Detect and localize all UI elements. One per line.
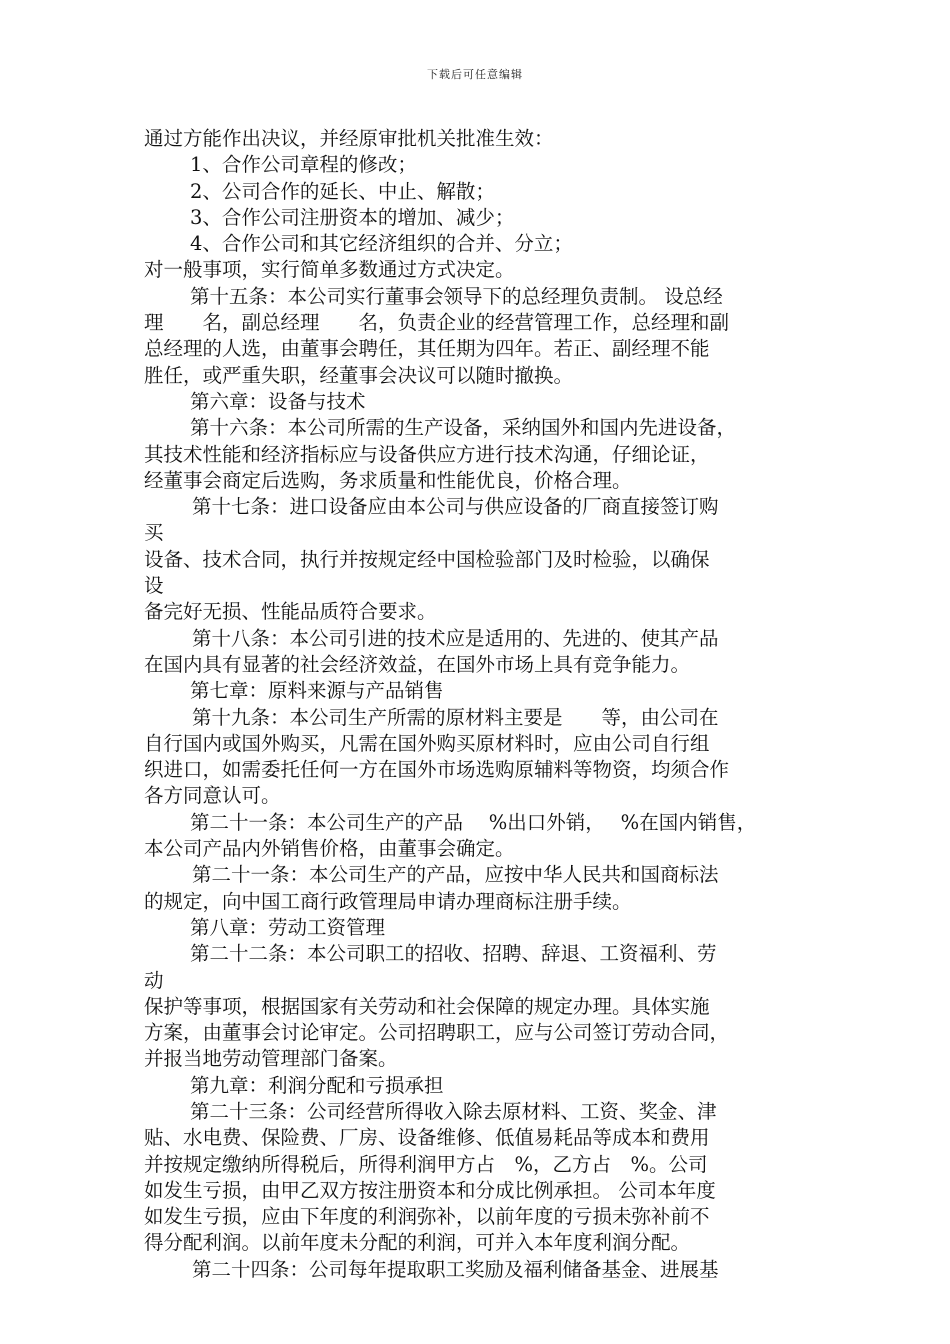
text-line: 第十六条：本公司所需的生产设备，采纳国外和国内先进设备， [190, 416, 737, 440]
text-line: 第二十一条：本公司生产的产品，应按中华人民共和国商标法 [192, 863, 719, 887]
text-line: 并报当地劳动管理部门备案。 [144, 1047, 398, 1071]
text-line: 第八章：劳动工资管理 [190, 915, 386, 939]
text-line: 自行国内或国外购买，凡需在国外购买原材料时，应由公司自行组 [144, 731, 710, 755]
text-line: 其技术性能和经济指标应与设备供应方进行技术沟通，仔细论证， [144, 442, 710, 466]
text-line: 第六章：设备与技术 [190, 389, 366, 413]
text-line: 通过方能作出决议，并经原审批机关批准生效： [144, 127, 554, 150]
text-line: 3、合作公司注册资本的增加、减少； [190, 205, 515, 229]
text-line: 胜任，或严重失职，经董事会决议可以随时撤换。 [144, 363, 574, 387]
text-line: 贴、水电费、保险费、厂房、设备维修、低值易耗品等成本和费用 [144, 1126, 710, 1150]
text-line: 保护等事项，根据国家有关劳动和社会保障的规定办理。具体实施 [144, 994, 710, 1018]
text-line: 第九章：利润分配和亏损承担 [190, 1073, 444, 1097]
document-body [144, 126, 824, 1283]
text-line: 第二十三条：公司经营所得收入除去原材料、工资、奖金、津 [190, 1099, 717, 1123]
text-line: 在国内具有显著的社会经济效益，在国外市场上具有竞争能力。 [144, 652, 691, 676]
text-line: 4、合作公司和其它经济组织的合并、分立； [190, 232, 573, 256]
text-line: 经董事会商定后选购，务求质量和性能优良，价格合理。 [144, 468, 632, 492]
text-line: 第十八条：本公司引进的技术应是适用的、先进的、使其产品 [192, 626, 719, 650]
text-line: 第二十四条：公司每年提取职工奖励及福利储备基金、进展基 [192, 1257, 719, 1281]
text-line: 买 [144, 521, 164, 545]
text-line: 1、合作公司章程的修改； [190, 153, 417, 177]
text-line: 各方同意认可。 [144, 784, 281, 808]
text-line: 总经理的人选，由董事会聘任，其任期为四年。若正、副经理不能 [144, 337, 710, 361]
text-line: 如发生亏损，应由下年度的利润弥补，以前年度的亏损未弥补前不 [144, 1205, 710, 1229]
text-line: 备完好无损、性能品质符合要求。 [144, 600, 437, 624]
text-line: 2、公司合作的延长、中止、解散； [190, 179, 495, 203]
page-header: 下载后可任意编辑 [427, 68, 523, 81]
text-line: 并按规定缴纳所得税后，所得利润甲方占 %，乙方占 %。公司 [144, 1152, 708, 1176]
text-line: 织进口，如需委托任何一方在国外市场选购原辅料等物资，均须合作 [144, 758, 730, 782]
text-line: 本公司产品内外销售价格，由董事会确定。 [144, 837, 515, 861]
text-line: 对一般事项，实行简单多数通过方式决定。 [144, 258, 515, 282]
text-line: 设备、技术合同，执行并按规定经中国检验部门及时检验，以确保 [144, 547, 710, 571]
text-line: 第十九条：本公司生产所需的原材料主要是 等，由公司在 [192, 705, 719, 729]
text-line: 如发生亏损，由甲乙双方按注册资本和分成比例承担。 公司本年度 [144, 1178, 716, 1202]
text-line: 第二十二条：本公司职工的招收、招聘、辞退、工资福利、劳 [190, 942, 717, 966]
text-line: 第十五条：本公司实行董事会领导下的总经理负责制。 设总经 [190, 284, 723, 308]
text-line: 设 [144, 574, 164, 598]
text-line: 第二十一条：本公司生产的产品 %出口外销， %在国内销售， [190, 810, 757, 834]
text-line: 的规定，向中国工商行政管理局申请办理商标注册手续。 [144, 889, 632, 913]
text-line: 理 名，副总经理 名，负责企业的经营管理工作，总经理和副 [144, 311, 730, 335]
text-line: 方案，由董事会讨论审定。公司招聘职工，应与公司签订劳动合同， [144, 1021, 730, 1045]
text-line: 动 [144, 968, 164, 992]
text-line: 第七章：原料来源与产品销售 [190, 679, 444, 703]
text-line: 第十七条：进口设备应由本公司与供应设备的厂商直接签订购 [192, 495, 719, 519]
text-line: 得分配利润。以前年度未分配的利润，可并入本年度利润分配。 [144, 1231, 691, 1255]
